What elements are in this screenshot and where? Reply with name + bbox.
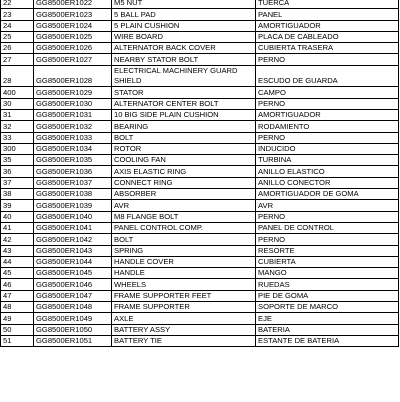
table-row: [1, 245, 399, 256]
description-cell: M8 FLANGE BOLT: [112, 211, 256, 222]
item-number-cell: 48: [1, 302, 34, 313]
table-row: [1, 234, 399, 245]
table-row: [1, 31, 399, 42]
part-number-cell: GG8500ER1033: [34, 132, 112, 143]
item-number-cell: 47: [1, 290, 34, 301]
part-number-cell: GG8500ER1041: [34, 222, 112, 233]
part-number-cell: GG8500ER1024: [34, 20, 112, 31]
spanish-description-cell: PERNO: [256, 234, 399, 245]
item-number-cell: 51: [1, 335, 34, 346]
description-cell: FRAME SUPPORTER FEET: [112, 290, 256, 301]
part-number-cell: GG8500ER1045: [34, 268, 112, 279]
item-number-cell: 40: [1, 211, 34, 222]
spanish-description-cell: PIE DE GOMA: [256, 290, 399, 301]
description-cell: HANDLE COVER: [112, 256, 256, 267]
description-cell: BEARING: [112, 121, 256, 132]
spanish-description-cell: MANGO: [256, 268, 399, 279]
table-row: [1, 132, 399, 143]
item-number-cell: 49: [1, 313, 34, 324]
parts-table-body: [1, 0, 399, 347]
part-number-cell: GG8500ER1035: [34, 155, 112, 166]
part-number-cell: GG8500ER1025: [34, 31, 112, 42]
spanish-description-cell: AMORTIGUADOR: [256, 109, 399, 120]
spanish-description-cell: AVR: [256, 200, 399, 211]
spanish-description-cell: CAMPO: [256, 87, 399, 98]
item-number-cell: 44: [1, 256, 34, 267]
description-cell: BOLT: [112, 132, 256, 143]
item-number-cell: 400: [1, 87, 34, 98]
table-row: [1, 20, 399, 31]
item-number-cell: 300: [1, 143, 34, 154]
part-number-cell: GG8500ER1043: [34, 245, 112, 256]
description-cell: M5 NUT: [112, 0, 256, 9]
part-number-cell: GG8500ER1036: [34, 166, 112, 177]
table-row: [1, 166, 399, 177]
table-row: [1, 211, 399, 222]
item-number-cell: 22: [1, 0, 34, 9]
spanish-description-cell: RUEDAS: [256, 279, 399, 290]
part-number-cell: GG8500ER1023: [34, 9, 112, 20]
table-row: [1, 290, 399, 301]
spanish-description-cell: TUERCA: [256, 0, 399, 9]
description-cell: ALTERNATOR BACK COVER: [112, 43, 256, 54]
table-row: [1, 43, 399, 54]
description-cell: BATTERY TIE: [112, 335, 256, 346]
part-number-cell: GG8500ER1037: [34, 177, 112, 188]
item-number-cell: 39: [1, 200, 34, 211]
description-cell: PANEL CONTROL COMP.: [112, 222, 256, 233]
table-row: [1, 222, 399, 233]
part-number-cell: GG8500ER1034: [34, 143, 112, 154]
table-row: [1, 121, 399, 132]
part-number-cell: GG8500ER1031: [34, 109, 112, 120]
spanish-description-cell: AMORTIGUADOR DE GOMA: [256, 189, 399, 200]
spanish-description-cell: ESTANTE DE BATERIA: [256, 335, 399, 346]
item-number-cell: 30: [1, 98, 34, 109]
description-cell: WIRE BOARD: [112, 31, 256, 42]
part-number-cell: GG8500ER1047: [34, 290, 112, 301]
part-number-cell: GG8500ER1032: [34, 121, 112, 132]
item-number-cell: 38: [1, 189, 34, 200]
item-number-cell: 43: [1, 245, 34, 256]
part-number-cell: GG8500ER1049: [34, 313, 112, 324]
description-cell: ABSORBER: [112, 189, 256, 200]
table-row: [1, 0, 399, 9]
spanish-description-cell: RODAMIENTO: [256, 121, 399, 132]
description-cell: WHEELS: [112, 279, 256, 290]
table-row: [1, 200, 399, 211]
table-row: [1, 87, 399, 98]
item-number-cell: 50: [1, 324, 34, 335]
part-number-cell: GG8500ER1048: [34, 302, 112, 313]
item-number-cell: 24: [1, 20, 34, 31]
part-number-cell: GG8500ER1022: [34, 0, 112, 9]
description-cell: 10 BIG SIDE PLAIN CUSHION: [112, 109, 256, 120]
description-cell: BOLT: [112, 234, 256, 245]
item-number-cell: 37: [1, 177, 34, 188]
description-cell: AVR: [112, 200, 256, 211]
item-number-cell: 35: [1, 155, 34, 166]
part-number-cell: GG8500ER1042: [34, 234, 112, 245]
part-number-cell: GG8500ER1044: [34, 256, 112, 267]
table-row: [1, 65, 399, 87]
table-row: [1, 143, 399, 154]
description-cell: AXIS ELASTIC RING: [112, 166, 256, 177]
item-number-cell: 36: [1, 166, 34, 177]
spanish-description-cell: PANEL: [256, 9, 399, 20]
spanish-description-cell: CUBIERTA: [256, 256, 399, 267]
item-number-cell: 27: [1, 54, 34, 65]
part-number-cell: GG8500ER1030: [34, 98, 112, 109]
description-cell: SPRING: [112, 245, 256, 256]
description-cell: ELECTRICAL MACHINERY GUARD SHIELD: [112, 65, 256, 87]
item-number-cell: 23: [1, 9, 34, 20]
item-number-cell: 26: [1, 43, 34, 54]
item-number-cell: 42: [1, 234, 34, 245]
item-number-cell: 25: [1, 31, 34, 42]
item-number-cell: 45: [1, 268, 34, 279]
spanish-description-cell: PERNO: [256, 211, 399, 222]
spanish-description-cell: BATERIA: [256, 324, 399, 335]
item-number-cell: 46: [1, 279, 34, 290]
table-row: [1, 335, 399, 346]
spanish-description-cell: SOPORTE DE MARCO: [256, 302, 399, 313]
part-number-cell: GG8500ER1027: [34, 54, 112, 65]
spanish-description-cell: PERNO: [256, 98, 399, 109]
spanish-description-cell: ANILLO CONECTOR: [256, 177, 399, 188]
item-number-cell: 33: [1, 132, 34, 143]
table-row: [1, 9, 399, 20]
spanish-description-cell: ANILLO ELASTICO: [256, 166, 399, 177]
description-cell: STATOR: [112, 87, 256, 98]
part-number-cell: GG8500ER1050: [34, 324, 112, 335]
spanish-description-cell: PLACA DE CABLEADO: [256, 31, 399, 42]
description-cell: 5 PLAIN CUSHION: [112, 20, 256, 31]
table-row: [1, 279, 399, 290]
part-number-cell: GG8500ER1026: [34, 43, 112, 54]
spanish-description-cell: PERNO: [256, 54, 399, 65]
description-cell: FRAME SUPPORTER: [112, 302, 256, 313]
description-cell: 5 BALL PAD: [112, 9, 256, 20]
part-number-cell: GG8500ER1028: [34, 65, 112, 87]
table-row: [1, 268, 399, 279]
spanish-description-cell: CUBIERTA TRASERA: [256, 43, 399, 54]
table-row: [1, 155, 399, 166]
description-cell: HANDLE: [112, 268, 256, 279]
table-row: [1, 54, 399, 65]
description-cell: AXLE: [112, 313, 256, 324]
spanish-description-cell: PANEL DE CONTROL: [256, 222, 399, 233]
spanish-description-cell: TURBINA: [256, 155, 399, 166]
description-cell: CONNECT RING: [112, 177, 256, 188]
part-number-cell: GG8500ER1040: [34, 211, 112, 222]
part-number-cell: GG8500ER1046: [34, 279, 112, 290]
item-number-cell: 31: [1, 109, 34, 120]
description-cell: ROTOR: [112, 143, 256, 154]
part-number-cell: GG8500ER1039: [34, 200, 112, 211]
spanish-description-cell: AMORTIGUADOR: [256, 20, 399, 31]
table-row: [1, 313, 399, 324]
item-number-cell: 28: [1, 65, 34, 87]
table-row: [1, 256, 399, 267]
table-row: [1, 189, 399, 200]
table-row: [1, 98, 399, 109]
spanish-description-cell: PERNO: [256, 132, 399, 143]
description-cell: BATTERY ASSY: [112, 324, 256, 335]
part-number-cell: GG8500ER1051: [34, 335, 112, 346]
part-number-cell: GG8500ER1038: [34, 189, 112, 200]
description-cell: COOLING FAN: [112, 155, 256, 166]
part-number-cell: GG8500ER1029: [34, 87, 112, 98]
table-row: [1, 302, 399, 313]
table-row: [1, 109, 399, 120]
spanish-description-cell: ESCUDO DE GUARDA: [256, 65, 399, 87]
spanish-description-cell: INDUCIDO: [256, 143, 399, 154]
item-number-cell: 41: [1, 222, 34, 233]
spanish-description-cell: EJE: [256, 313, 399, 324]
table-row: [1, 324, 399, 335]
description-cell: NEARBY STATOR BOLT: [112, 54, 256, 65]
item-number-cell: 32: [1, 121, 34, 132]
description-cell: ALTERNATOR CENTER BOLT: [112, 98, 256, 109]
spanish-description-cell: RESORTE: [256, 245, 399, 256]
table-row: [1, 177, 399, 188]
